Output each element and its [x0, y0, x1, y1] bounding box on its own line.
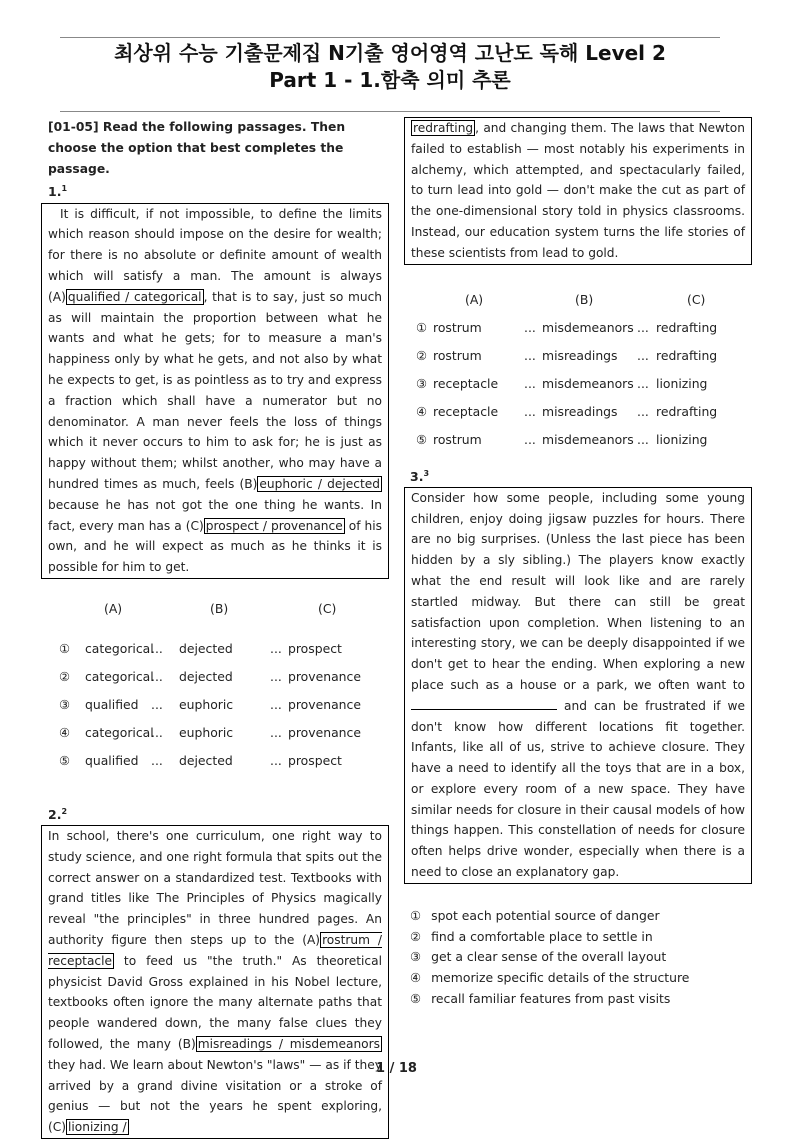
- left-column: [41, 117, 389, 1139]
- choice-box-b: euphoric / dejected: [259, 476, 380, 491]
- option-word-c: redrafting: [656, 347, 718, 363]
- answer-option[interactable]: [404, 402, 752, 430]
- instructions: [01-05] Read the following passages. Then choose the option that best completes the passage.: [48, 120, 346, 176]
- option-word-b: dejected: [179, 752, 233, 768]
- answer-option[interactable]: [410, 947, 752, 968]
- option-number: ④: [416, 403, 428, 419]
- option-number: ④: [59, 724, 71, 740]
- ellipsis: ...: [270, 668, 282, 684]
- option-word-c: provenance: [288, 696, 361, 712]
- option-word-c: lionizing: [656, 431, 708, 447]
- option-word-c: redrafting: [656, 403, 718, 419]
- title-underline: [60, 111, 720, 112]
- right-column: [404, 117, 752, 1010]
- choice-box-c-part2: redrafting: [413, 121, 474, 135]
- page-title-line1: 최상위 수능 기출문제집 N기출 영어영역 고난도 독해 Level 2: [114, 41, 666, 65]
- ellipsis: ...: [524, 375, 536, 391]
- option-word-a: qualified: [85, 752, 139, 768]
- answer-header: (A) (B) (C): [104, 600, 337, 616]
- ellipsis: ...: [637, 347, 649, 363]
- ellipsis: ...: [151, 640, 163, 656]
- option-number: ①: [59, 640, 71, 656]
- option-number: ②: [416, 347, 428, 363]
- question-1-number: 1.$^1$: [48, 184, 68, 200]
- option-word-b: misdemeanors: [542, 431, 634, 447]
- option-word-a: categorical: [85, 640, 154, 656]
- answer-option[interactable]: [404, 430, 752, 458]
- option-text: recall familiar features from past visits: [431, 991, 671, 1007]
- question-2-number: 2.$^2$: [48, 806, 68, 823]
- ellipsis: ...: [270, 696, 282, 712]
- option-word-a: categorical: [85, 724, 154, 740]
- ellipsis: ...: [524, 403, 536, 419]
- option-word-b: misdemeanors: [542, 375, 634, 391]
- ellipsis: ...: [524, 347, 536, 363]
- option-word-a: qualified: [85, 696, 139, 712]
- answer-option[interactable]: [410, 906, 752, 927]
- answer-option[interactable]: [41, 751, 389, 779]
- option-word-a: rostrum: [433, 347, 482, 363]
- answer-option[interactable]: [404, 318, 752, 346]
- answer-blank: [411, 697, 557, 710]
- page-number: 1 / 18: [376, 1061, 417, 1076]
- answer-option[interactable]: [404, 346, 752, 374]
- answer-option[interactable]: [41, 695, 389, 723]
- ellipsis: ...: [151, 696, 163, 712]
- ellipsis: ...: [270, 724, 282, 740]
- top-rule: [60, 37, 720, 38]
- ellipsis: ...: [151, 724, 163, 740]
- choice-box-c-part1: lionizing /: [68, 1120, 127, 1135]
- option-word-a: receptacle: [433, 403, 499, 419]
- option-word-b: euphoric: [179, 724, 234, 740]
- question-3-options: [404, 906, 752, 1010]
- option-number: ②: [59, 668, 71, 684]
- option-word-c: prospect: [288, 640, 342, 656]
- option-word-b: misreadings: [542, 347, 618, 363]
- answer-option[interactable]: [41, 667, 389, 695]
- ellipsis: ...: [151, 752, 163, 768]
- option-word-a: rostrum: [433, 431, 482, 447]
- option-text: get a clear sense of the overall layout: [431, 949, 667, 965]
- question-2-passage-part2: redrafting , and changing them. The laws that Newton failed to establish — most notably his experiments in alchemy, which attempted, and spectacularly failed, to turn lead into gold — don't make the cut as part of the one-dimensional story told in physics classrooms. Instead, our education system turns the life stories of these scientists from lead to gold.: [404, 117, 752, 265]
- option-number: ⑤: [416, 431, 428, 447]
- option-text: spot each potential source of danger: [431, 907, 660, 923]
- option-word-a: receptacle: [433, 375, 499, 391]
- answer-option[interactable]: [410, 927, 752, 948]
- option-word-c: prospect: [288, 752, 342, 768]
- question-1-passage: It is difficult, if not impossible, to define the limits which reason should impose on the desire for wealth; for there is no absolute or definite amount of wealth which will satisfy a man. The amount is always (A) qualified / categorical , that is to say, just so much as will maintain the proportion between what he wants and what he gets; for to measure a man's happiness only by what he gets, and not also by what he expects to get, is as pointless as to try and express a fraction which shall have a numerator but no denominator. A man never feels the loss of things which it never occurs to him to ask for; he is just as happy without them; whilst another, who may have a hundred times as much, feels (B) euphoric / dejected because he has not got the one thing he wants. In fact, every man has a (C) prospect / provenance of his own, and he will expect as much as he thinks it is possible for him to get.: [41, 203, 389, 579]
- choice-box-a: rostrum / receptacle: [48, 933, 382, 968]
- option-number: ①: [410, 907, 422, 923]
- ellipsis: ...: [637, 375, 649, 391]
- answer-option[interactable]: [404, 374, 752, 402]
- page-title-line2: Part 1 - 1.함축 의미 추론: [269, 68, 511, 92]
- option-word-a: rostrum: [433, 319, 482, 335]
- answer-header: (A) (B) (C): [465, 291, 706, 307]
- answer-option[interactable]: [41, 723, 389, 751]
- answer-option[interactable]: [41, 639, 389, 667]
- question-2-answer-table: [404, 290, 752, 458]
- ellipsis: ...: [637, 319, 649, 335]
- question-3-number: 3.$^3$: [410, 468, 430, 484]
- option-number: ⑤: [59, 752, 71, 768]
- option-word-b: dejected: [179, 640, 233, 656]
- choice-box-a: qualified / categorical: [67, 289, 202, 304]
- ellipsis: ...: [637, 403, 649, 419]
- answer-option[interactable]: [410, 968, 752, 989]
- option-word-c: redrafting: [656, 319, 718, 335]
- option-word-c: provenance: [288, 668, 361, 684]
- option-number: ⑤: [410, 991, 422, 1007]
- question-1-answer-table: [41, 599, 389, 779]
- option-number: ②: [410, 928, 422, 944]
- ellipsis: ...: [151, 668, 163, 684]
- question-3-passage: Consider how some people, including some young children, enjoy doing jigsaw puzzles for hours. There are no big surprises. (Unless the last piece has been hidden by a sly sibling.) The players know exactly what the end result will look like and are rarely startled midway. But there can still be great satisfaction upon completion. When listening to an interesting story, we can be deeply disappointed if we don't get to hear the ending. When exploring a new place such as a house or a park, we often want to and can be frustrated if we don't know how different locations fit together. Infants, like all of us, strive to achieve closure. They have a need to identify all the toys that are in a box, or explore every room of a new space. They have similar needs for closure in their causal models of how things happen. This constellation of needs for closure often helps drive wonder, especially when there is a need to close an explanatory gap.: [404, 487, 752, 884]
- choice-box-c: prospect / provenance: [205, 518, 343, 533]
- ellipsis: ...: [270, 752, 282, 768]
- option-number: ③: [410, 949, 422, 965]
- option-word-c: lionizing: [656, 375, 708, 391]
- answer-option[interactable]: [410, 989, 752, 1010]
- option-number: ③: [59, 696, 71, 712]
- option-text: find a comfortable place to settle in: [431, 928, 653, 944]
- ellipsis: ...: [637, 431, 649, 447]
- question-2-passage-part1: In school, there's one curriculum, one right way to study science, and one right formula that spits out the correct answer on a standardized test. Textbooks with grand titles like The Principles of Physics magically reveal "the principles" in three hundred pages. An authority figure then steps up to the (A) rostrum / receptacle to feed us "the truth." As theoretical physicist David Gross explained in his Nobel lecture, textbooks often ignore the many alternate paths that people wandered down, the many false clues they followed, the many (B) misreadings / misdemeanors they had. We learn about Newton's "laws" — as if they arrived by a grand divine visitation or a stroke of genius — but not the years he spent exploring, (C) lionizing /: [41, 825, 389, 1139]
- option-word-b: misreadings: [542, 403, 618, 419]
- ellipsis: ...: [270, 640, 282, 656]
- ellipsis: ...: [524, 319, 536, 335]
- option-text: memorize specific details of the structure: [431, 970, 690, 986]
- option-number: ③: [416, 375, 428, 391]
- option-word-c: provenance: [288, 724, 361, 740]
- option-word-b: misdemeanors: [542, 319, 634, 335]
- choice-box-b: misreadings / misdemeanors: [197, 1037, 380, 1052]
- ellipsis: ...: [524, 431, 536, 447]
- option-word-b: euphoric: [179, 696, 234, 712]
- option-word-b: dejected: [179, 668, 233, 684]
- option-word-a: categorical: [85, 668, 154, 684]
- option-number: ④: [410, 970, 422, 986]
- option-number: ①: [416, 319, 428, 335]
